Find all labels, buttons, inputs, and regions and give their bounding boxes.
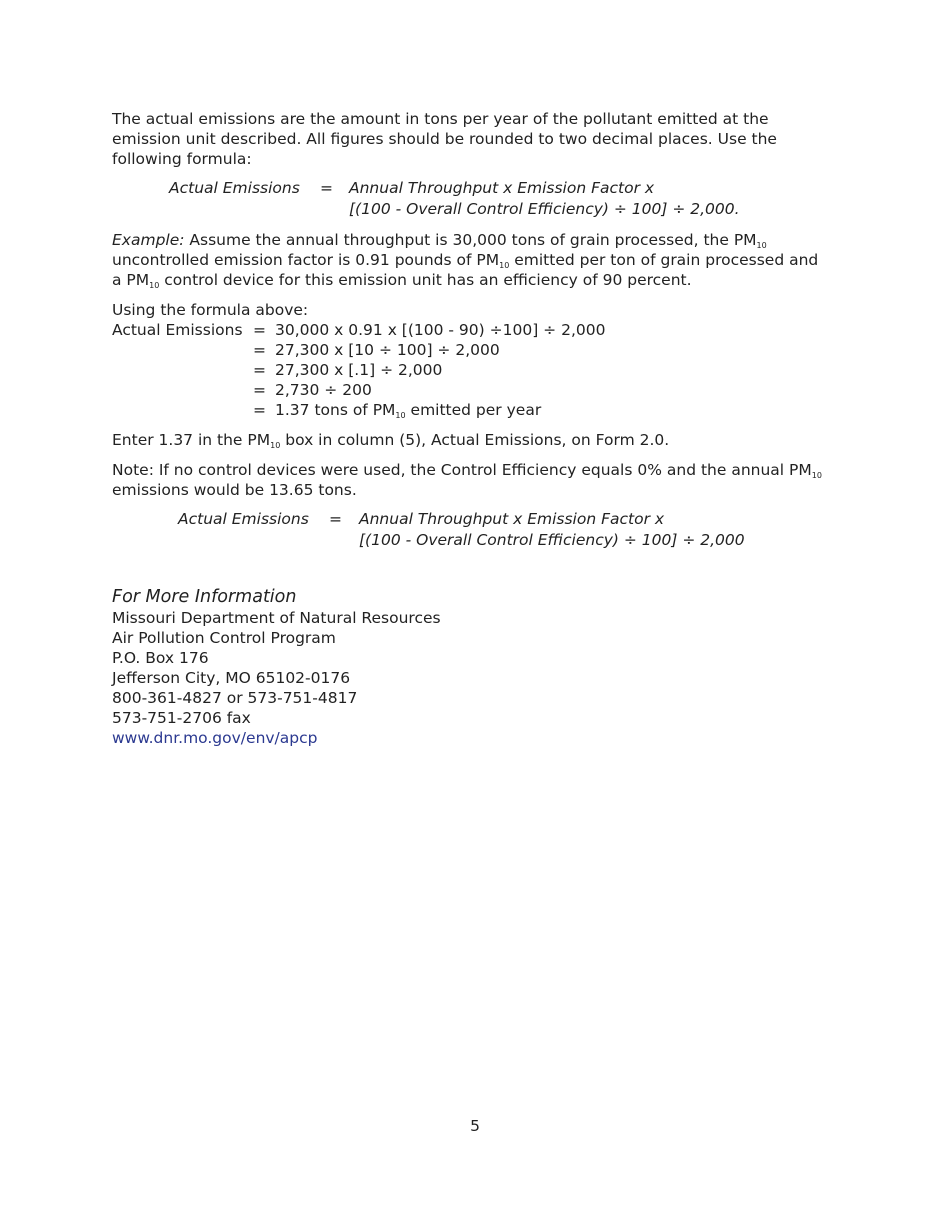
page-number: 5 [470,1117,480,1135]
formula-block-repeat [112,510,842,551]
formula-lhs: Actual Emissions [178,510,309,528]
formula-line-1: Annual Throughput x Emission Factor x [359,510,665,528]
formula-line-1: Annual Throughput x Emission Factor x [349,179,655,197]
example-label: Example: [112,231,185,249]
formula-line-2: [(100 - Overall Control Efficiency) ÷ 100] ÷ 2,000. [349,200,740,218]
using-formula-label: Using the formula above: [112,301,309,319]
contact-line: 800-361-4827 or 573-751-4817 [112,689,358,707]
formula-equals: = [329,510,342,528]
formula-equals: = [320,179,333,197]
contact-line: P.O. Box 176 [112,649,209,667]
contact-line: Air Pollution Control Program [112,629,336,647]
contact-line: 573-751-2706 fax [112,709,251,727]
example-paragraph: Example: Assume the annual throughput is 30,000 tons of grain processed, the $PM_{10}$ uncontrolled emission factor is 0.91 pounds of $PM_{10}$ emitted per ton of grain processed and a $PM_{10}$ control device for this emission unit has an efficiency of 90 percent. [112,231,819,290]
formula-line-2: [(100 - Overall Control Efficiency) ÷ 100] ÷ 2,000 [359,531,745,549]
contact-line: Jefferson City, MO 65102-0176 [112,669,351,687]
more-info-heading: For More Information [112,587,297,607]
enter-instruction: Enter 1.37 in the $PM_{10}$ box in column (5), Actual Emissions, on Form 2.0. [112,431,670,450]
formula-block [112,179,842,220]
formula-lhs: Actual Emissions [169,179,300,197]
intro-paragraph: The actual emissions are the amount in tons per year of the pollutant emitted at the emission unit described. All figures should be rounded to two decimal places. Use the following formula: [112,110,777,168]
contact-line: Missouri Department of Natural Resources [112,609,441,627]
calculation-steps: Actual Emissions = 30,000 x 0.91 x [(100 - 90) ÷100] ÷ 2,000 = 27,300 x [10 ÷ 100] ÷ 2,000 = 27,300 x [.1] ÷ 2,000 = 2,730 ÷ 200 = 1.37 tons of $PM_{10}$ emitted per year [112,321,606,420]
contact-block [112,608,842,748]
note-paragraph: Note: If no control devices were used, the Control Efficiency equals 0% and the annual $PM_{10}$ emissions would be 13.65 tons. [112,461,822,499]
page-body [112,109,842,748]
website-link[interactable]: www.dnr.mo.gov/env/apcp [112,729,318,747]
